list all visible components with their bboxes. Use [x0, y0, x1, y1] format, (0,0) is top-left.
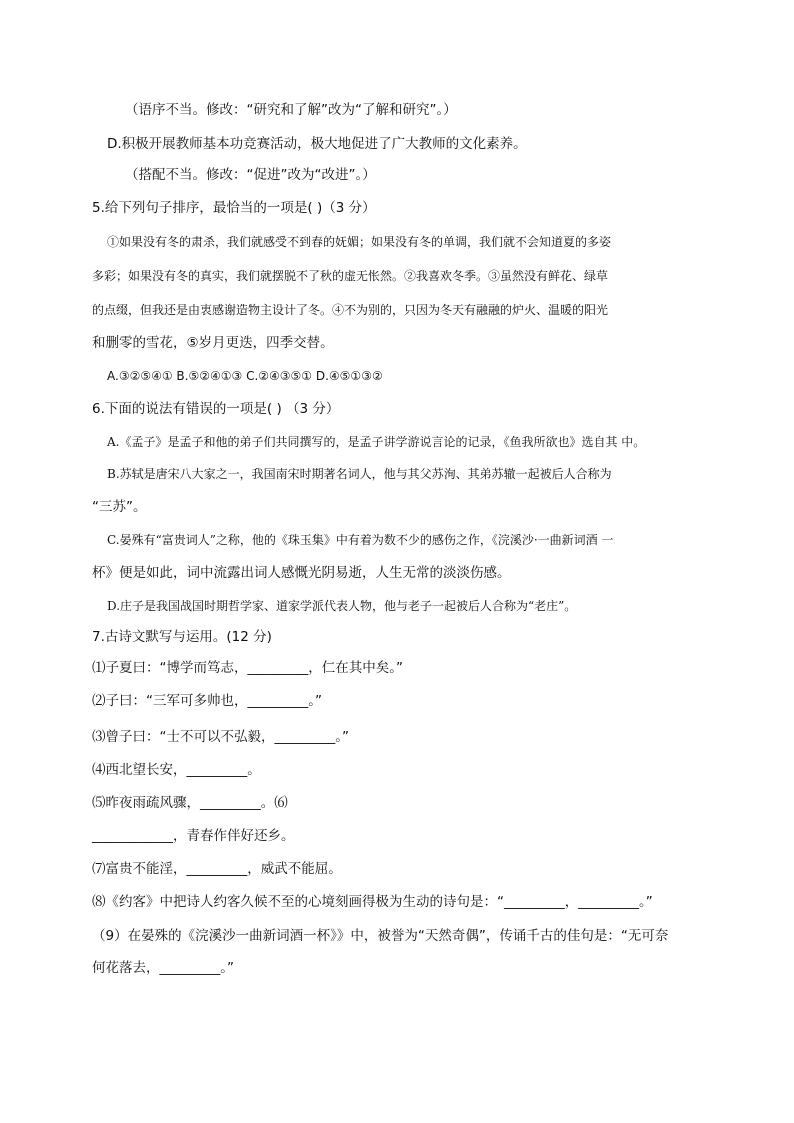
q7-item-4: ⑷西北望长安，_________。 [92, 762, 261, 778]
q7-item-3: ⑶曾子曰：“士不可以不弘毅，_________。” [92, 729, 349, 745]
q7-item-1: ⑴子夏曰：“博学而笃志，_________，仁在其中矣。” [92, 660, 403, 676]
q4c-correction-note: （语序不当。修改：“研究和了解”改为“了解和研究”。） [125, 102, 457, 118]
q6-option-a: A.《孟子》是孟子和他的弟子们共同撰写的，是孟子讲学游说言论的记录，《鱼我所欲也》选自其 中。 [107, 435, 646, 449]
q7-item-9-continued: 何花落去，_________。” [92, 960, 234, 976]
q5-passage-line-2: 多彩；如果没有冬的真实，我们就摆脱不了秋的虚无怅然。②我喜欢冬季。③虽然没有鲜花、绿草 [92, 269, 609, 283]
q7-item-5: ⑸昨夜雨疏风骤，_________。⑹ [92, 795, 288, 811]
q6-option-c: C.晏殊有“富贵词人”之称，他的《珠玉集》中有着为数不少的感伤之作，《浣溪沙·一曲新词酒 一 [107, 533, 614, 547]
q6-option-c-continued: 杯》便是如此，词中流露出词人感慨光阴易逝，人生无常的淡淡伤感。 [92, 565, 511, 581]
question-5-stem: 5.给下列句子排序，最恰当的一项是( )（3 分） [92, 200, 376, 216]
q6-option-b: B.苏轼是唐宋八大家之一，我国南宋时期著名词人，他与其父苏洵、其弟苏辙一起被后人合称为 [107, 467, 612, 481]
q4-option-d: D.积极开展教师基本功竞赛活动，极大地促进了广大教师的文化素养。 [107, 136, 527, 152]
q7-item-9: （9）在晏殊的《浣溪沙一曲新词酒一杯》》中，被誉为“天然奇偶”，传诵千古的佳句是：“无可奈 [92, 928, 669, 944]
question-7-stem: 7.古诗文默写与运用。(12 分) [92, 629, 272, 645]
q5-options: A.③②⑤④① B.⑤②④①③ C.②④③⑤① D.④⑤①③② [107, 369, 383, 383]
q4d-correction-note: （搭配不当。修改：“促进”改为“改进”。） [125, 167, 376, 183]
q5-passage-line-1: ①如果没有冬的肃杀，我们就感受不到春的妩媚；如果没有冬的单调，我们就不会知道夏的多姿 [107, 235, 612, 249]
q5-passage-line-4: 和删零的雪花，⑤岁月更迭，四季交替。 [92, 335, 334, 351]
q7-item-7: ⑺富贵不能淫，_________，威武不能屈。 [92, 861, 342, 877]
q6-option-b-continued: “三苏”。 [92, 499, 147, 515]
q7-item-6: ____________，青春作伴好还乡。 [92, 828, 295, 844]
q5-passage-line-3: 的点缀，但我还是由衷感谢造物主设计了冬。④不为别的，只因为冬天有融融的炉火、温暖的阳光 [92, 303, 609, 317]
q7-item-2: ⑵子曰：“三军可多帅也，_________。” [92, 693, 322, 709]
question-6-stem: 6.下面的说法有错误的一项是( ) （3 分） [92, 401, 340, 417]
q7-item-8: ⑻《约客》中把诗人约客久候不至的心境刻画得极为生动的诗句是：“_________，_________。” [92, 894, 653, 910]
q6-option-d: D.庄子是我国战国时期哲学家、道家学派代表人物，他与老子一起被后人合称为“老庄”。 [107, 599, 577, 613]
